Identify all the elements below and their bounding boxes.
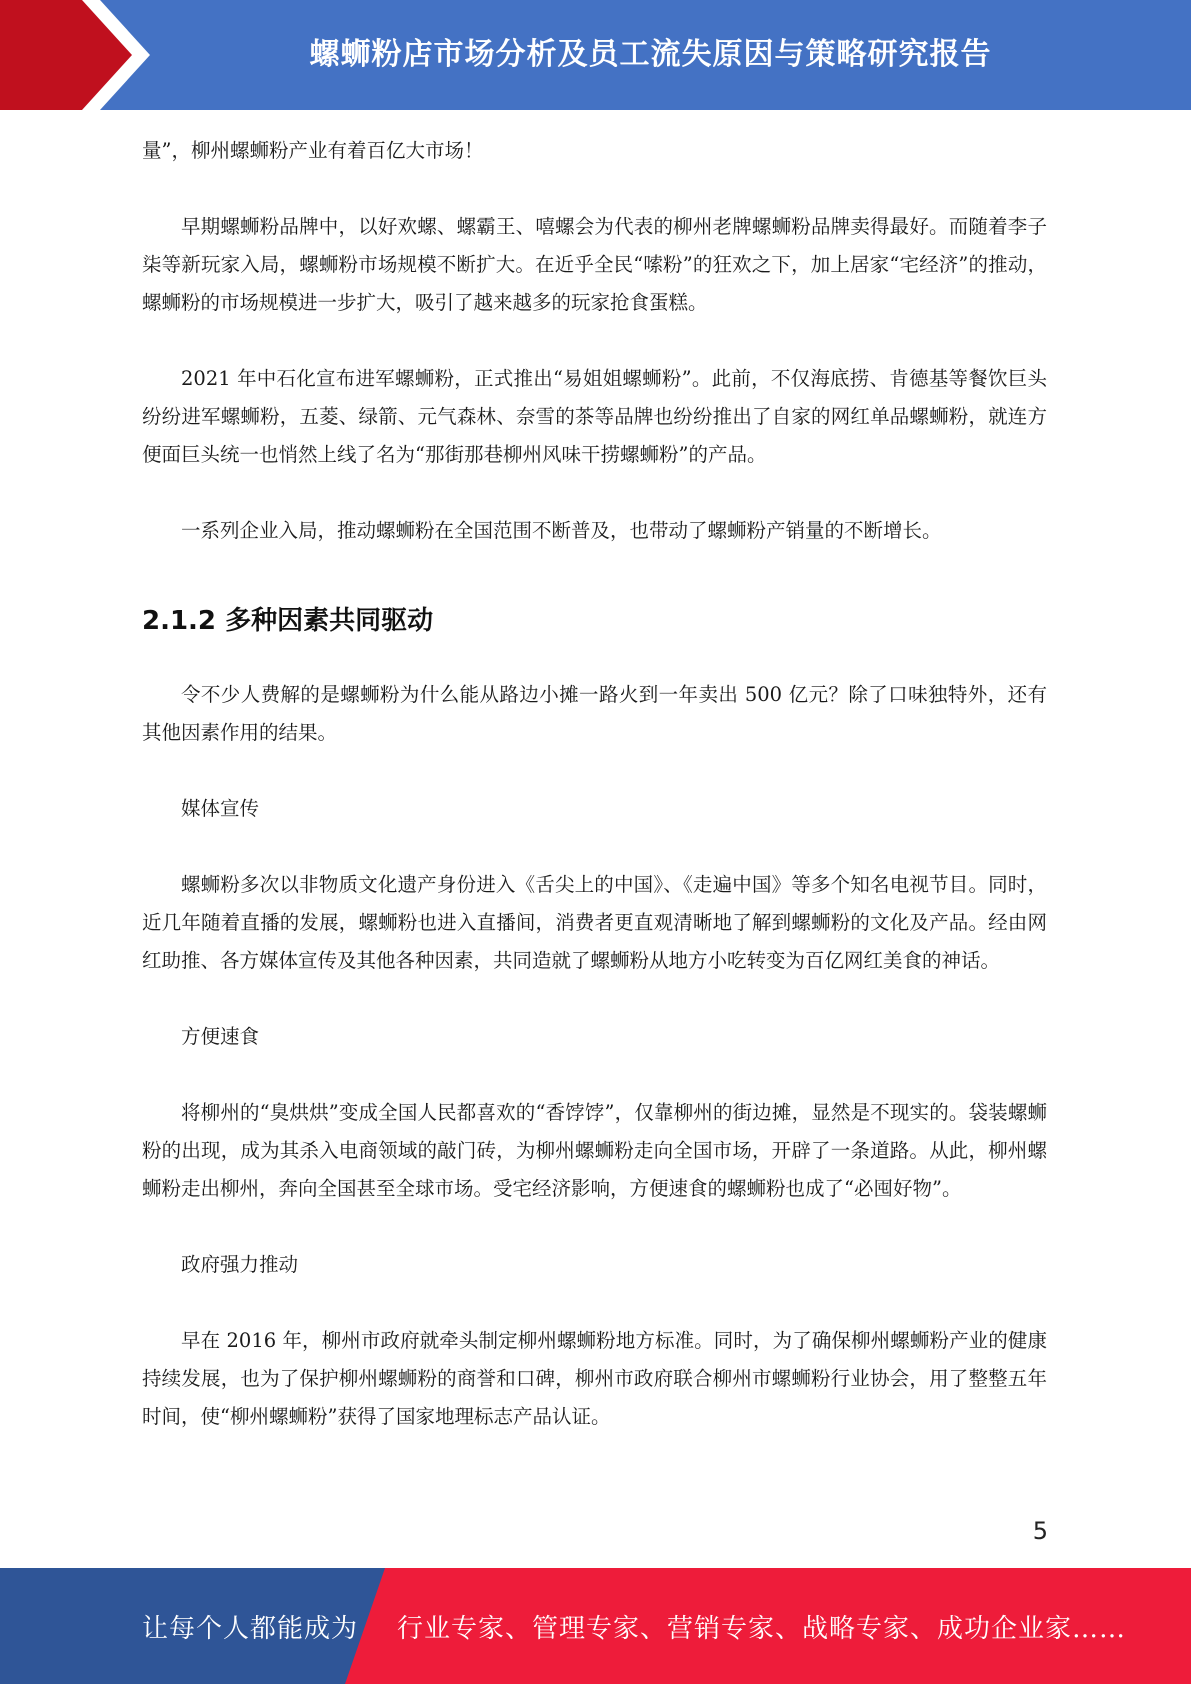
paragraph-continuation: 量”，柳州螺蛳粉产业有着百亿大市场！ [142, 139, 484, 162]
page-header [0, 0, 1191, 110]
paragraph-growth: 一系列企业入局，推动螺蛳粉在全国范围不断普及，也带动了螺蛳粉产销量的不断增长。 [181, 519, 942, 542]
paragraph-instant: 将柳州的“臭烘烘”变成全国人民都喜欢的“香饽饽”，仅靠柳州的街边摊，显然是不现实的。袋装螺蛳粉的出现，成为其杀入电商领域的敲门砖，为柳州螺蛳粉走向全国市场，开辟了一条道路。从此，柳州螺蛳粉走出柳州，奔向全国甚至全球市场。受宅经济影响，方便速食的螺蛳粉也成了“必囤好物”。 [142, 1101, 1047, 1200]
paragraph-media: 螺蛳粉多次以非物质文化遗产身份进入《舌尖上的中国》、《走遍中国》等多个知名电视节目。同时，近几年随着直播的发展，螺蛳粉也进入直播间，消费者更直观清晰地了解到螺蛳粉的文化及产品。经由网红助推、各方媒体宣传及其他各种因素，共同造就了螺蛳粉从地方小吃转变为百亿网红美食的神话。 [142, 873, 1047, 972]
document-title: 螺蛳粉店市场分析及员工流失原因与策略研究报告 [309, 37, 992, 72]
section-heading: 2.1.2 多种因素共同驱动 [142, 606, 434, 636]
footer-slogan-left: 让每个人都能成为 [142, 1613, 359, 1644]
subheading-instant: 方便速食 [181, 1025, 260, 1048]
paragraph-government: 早在 2016 年，柳州市政府就牵头制定柳州螺蛳粉地方标准。同时，为了确保柳州螺蛳粉产业的健康持续发展，也为了保护柳州螺蛳粉的商誉和口碑，柳州市政府联合柳州市螺蛳粉行业协会，用了整整五年时间，使“柳州螺蛳粉”获得了国家地理标志产品认证。 [142, 1329, 1047, 1428]
page-number: 5 [1032, 1517, 1048, 1545]
subheading-government: 政府强力推动 [181, 1253, 299, 1276]
document-body [142, 132, 1047, 1436]
paragraph-brands: 早期螺蛳粉品牌中，以好欢螺、螺霸王、嘻螺会为代表的柳州老牌螺蛳粉品牌卖得最好。而随着李子柒等新玩家入局，螺蛳粉市场规模不断扩大。在近乎全民“嗦粉”的狂欢之下，加上居家“宅经济”的推动，螺蛳粉的市场规模进一步扩大，吸引了越来越多的玩家抢食蛋糕。 [142, 215, 1047, 314]
footer-slogan-right: 行业专家、管理专家、营销专家、战略专家、成功企业家…… [397, 1613, 1127, 1644]
page-footer [0, 1568, 1191, 1684]
paragraph-sinopec: 2021 年中石化宣布进军螺蛳粉，正式推出“易姐姐螺蛳粉”。此前，不仅海底捞、肯德基等餐饮巨头纷纷进军螺蛳粉，五菱、绿箭、元气森林、奈雪的茶等品牌也纷纷推出了自家的网红单品螺蛳粉，就连方便面巨头统一也悄然上线了名为“那街那巷柳州风味干捞螺蛳粉”的产品。 [142, 367, 1047, 466]
subheading-media: 媒体宣传 [181, 797, 260, 820]
paragraph-intro: 令不少人费解的是螺蛳粉为什么能从路边小摊一路火到一年卖出 500 亿元？除了口味独特外，还有其他因素作用的结果。 [142, 683, 1047, 744]
